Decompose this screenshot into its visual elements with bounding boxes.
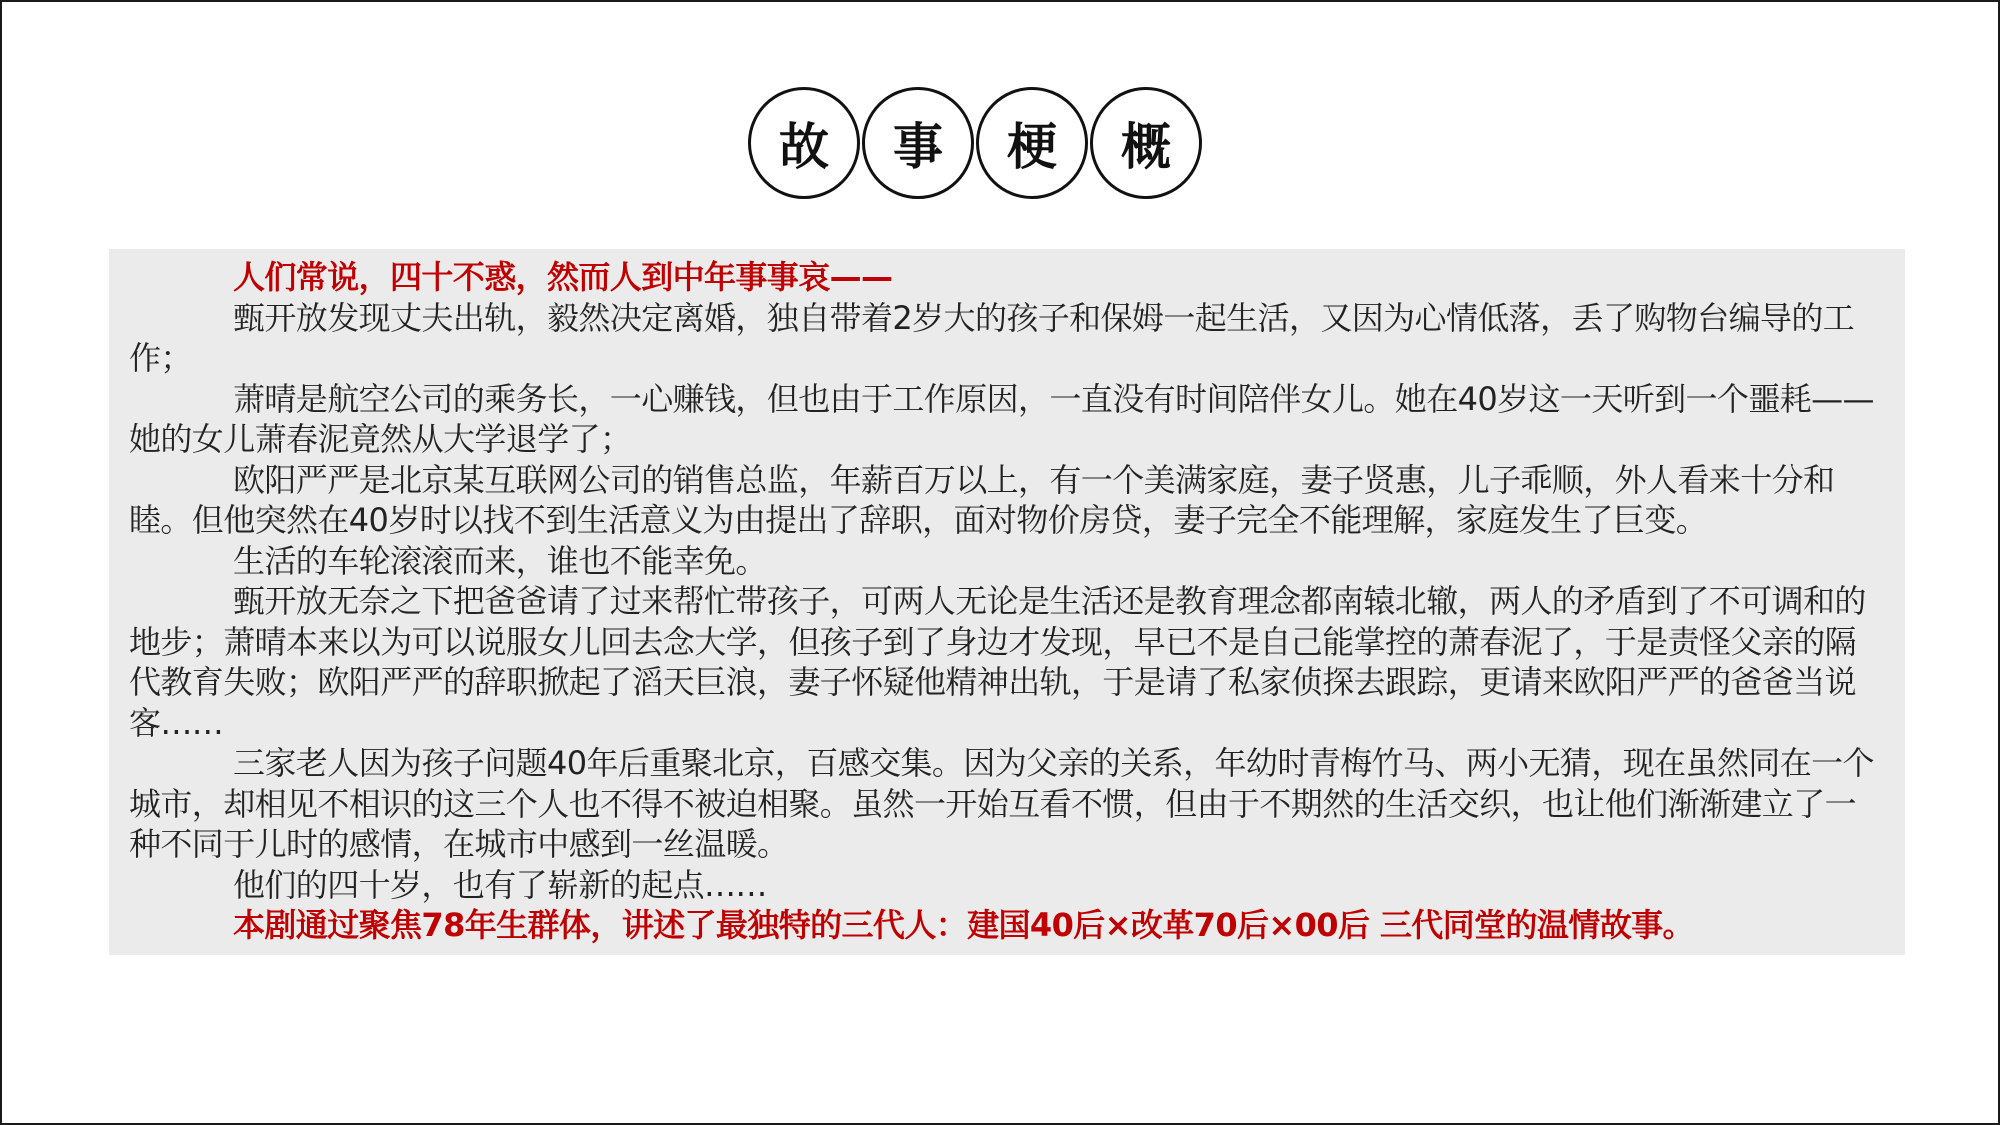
title-char-circle: 事 — [862, 87, 974, 199]
title-char-circle: 故 — [748, 87, 860, 199]
synopsis-intro-line: 人们常说，四十不惑，然而人到中年事事哀—— — [233, 258, 893, 296]
synopsis-paragraph: 生活的车轮滚滚而来，谁也不能幸免。 — [233, 541, 767, 580]
synopsis-paragraph: 他们的四十岁，也有了崭新的起点…… — [233, 865, 767, 904]
title-circles — [748, 84, 1213, 202]
synopsis-conclusion-line: 本剧通过聚焦78年生群体，讲述了最独特的三代人：建国40后×改革70后×00后 三代同堂的温情故事。 — [233, 906, 1694, 944]
synopsis-paragraph: 甄开放无奈之下把爸爸请了过来帮忙带孩子，可两人无论是生活还是教育理念都南辕北辙，两人的矛盾到了不可调和的地步；萧晴本来以为可以说服女儿回去念大学，但孩子到了身边才发现，早已不是自己能掌控的萧春泥了，于是责怪父亲的隔代教育失败；欧阳严严的辞职掀起了滔天巨浪，妻子怀疑他精神出轨，于是请了私家侦探去跟踪，更请来欧阳严严的爸爸当说客…… — [129, 582, 1866, 742]
title-char-circle: 梗 — [976, 87, 1088, 199]
synopsis-paragraph: 甄开放发现丈夫出轨，毅然决定离婚，独自带着2岁大的孩子和保姆一起生活，又因为心情低落，丢了购物台编导的工作； — [129, 298, 1855, 377]
synopsis-paragraph: 萧晴是航空公司的乘务长，一心赚钱，但也由于工作原因，一直没有时间陪伴女儿。她在40岁这一天听到一个噩耗——她的女儿萧春泥竟然从大学退学了； — [129, 379, 1874, 458]
synopsis-paragraph: 三家老人因为孩子问题40年后重聚北京，百感交集。因为父亲的关系，年幼时青梅竹马、两小无猜，现在虽然同在一个城市，却相见不相识的这三个人也不得不被迫相聚。虽然一开始互看不惯，但由于不期然的生活交织，也让他们渐渐建立了一种不同于儿时的感情，在城市中感到一丝温暖。 — [129, 744, 1874, 863]
synopsis-paragraph: 欧阳严严是北京某互联网公司的销售总监，年薪百万以上，有一个美满家庭，妻子贤惠，儿子乖顺，外人看来十分和睦。但他突然在40岁时以找不到生活意义为由提出了辞职，面对物价房贷，妻子完全不能理解，家庭发生了巨变。 — [129, 460, 1835, 539]
synopsis-box — [109, 249, 1905, 955]
title-char-circle: 概 — [1090, 87, 1202, 199]
